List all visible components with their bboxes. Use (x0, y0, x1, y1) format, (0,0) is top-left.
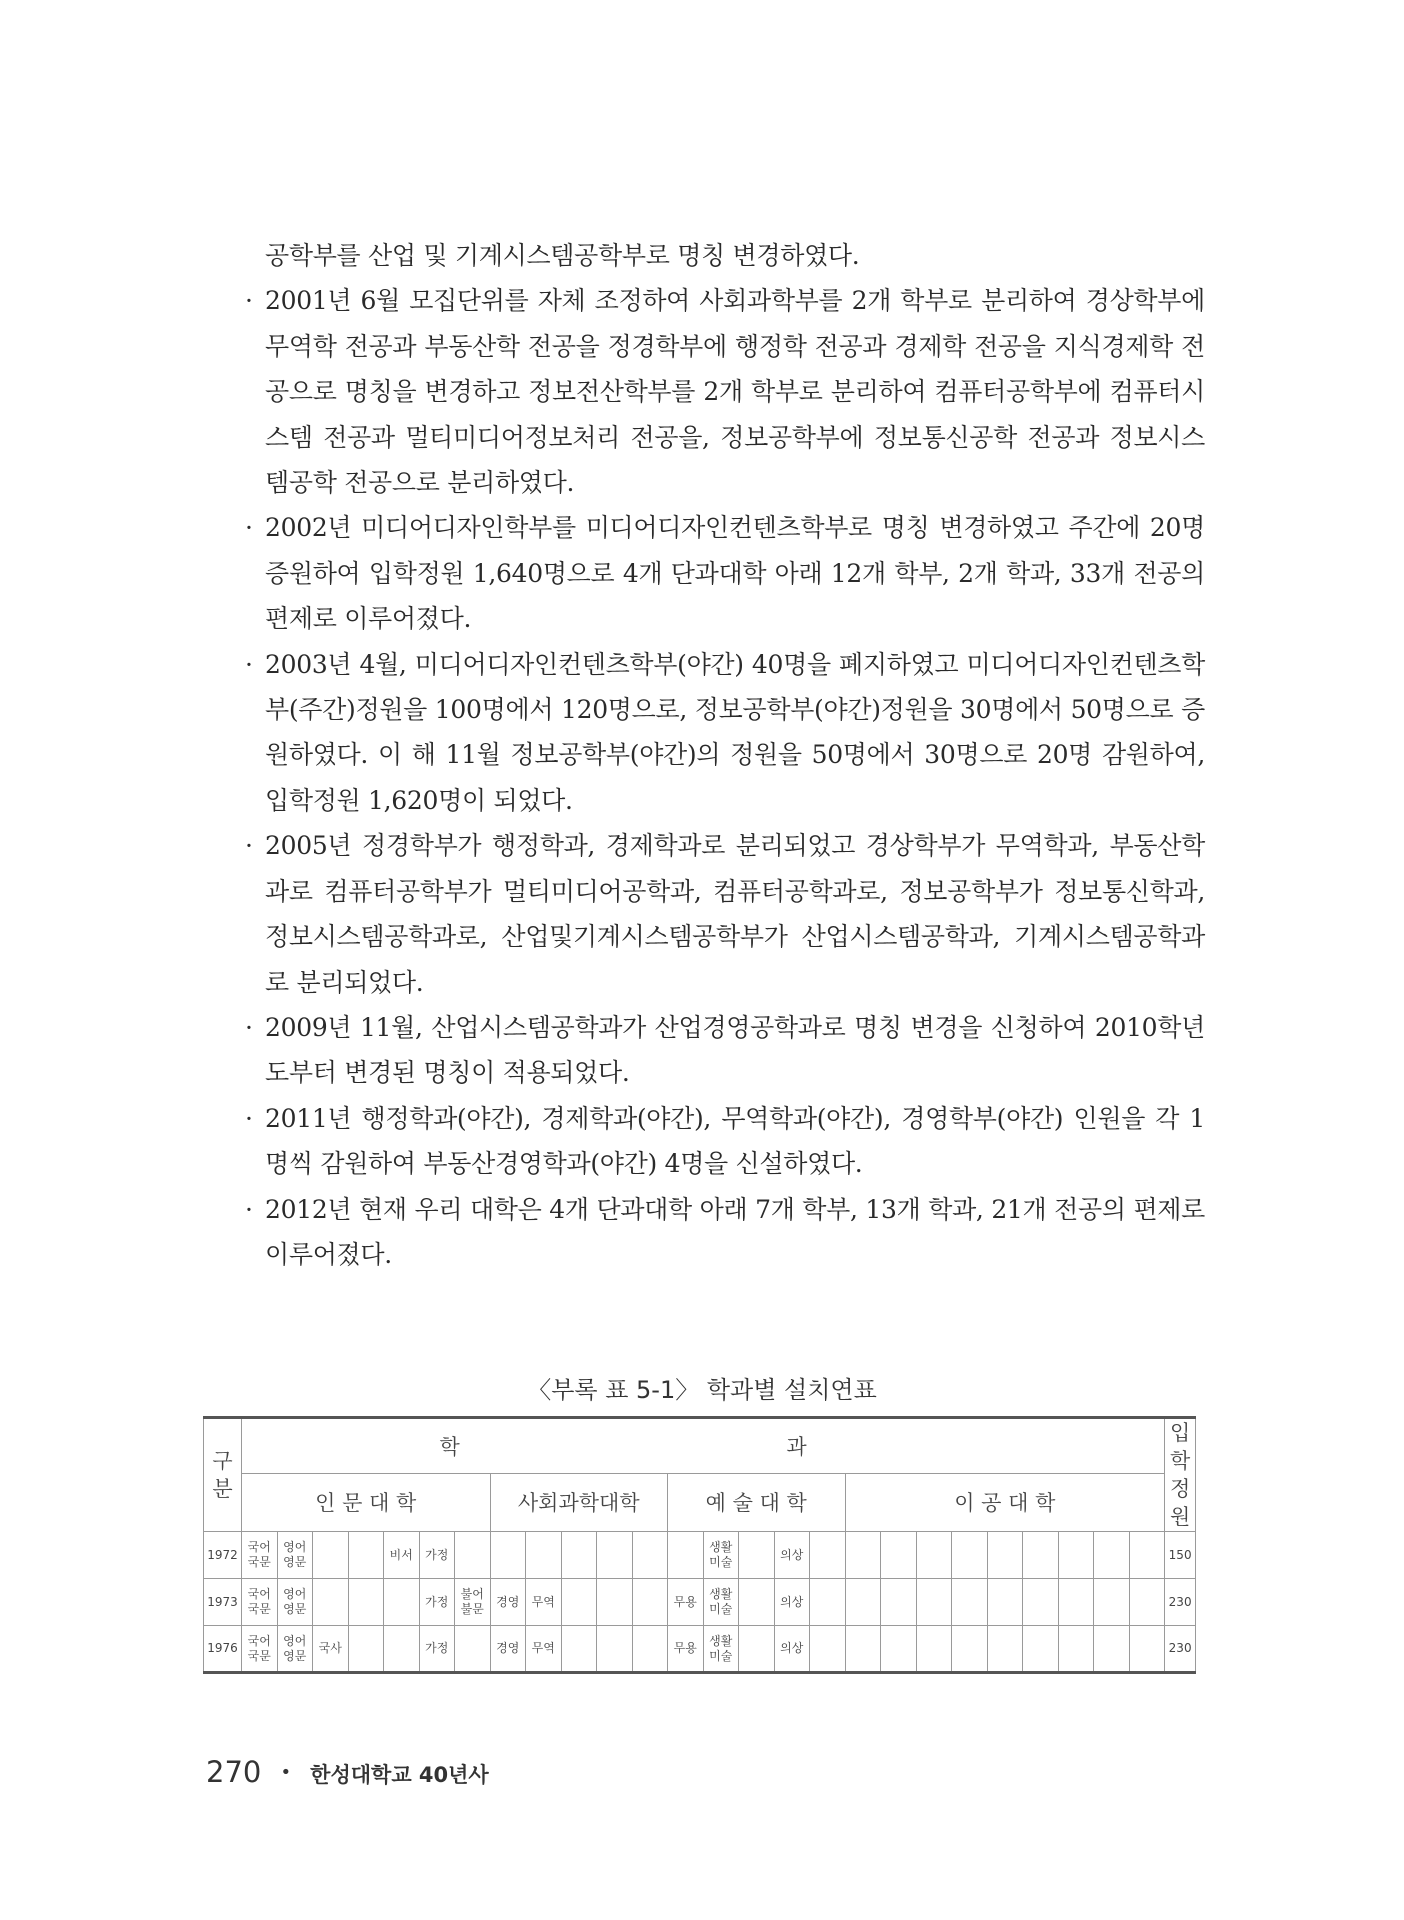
department-cell: 가정 (419, 1532, 455, 1579)
department-cell: 생활 미술 (703, 1626, 739, 1673)
year-cell: 1976 (204, 1626, 242, 1673)
department-cell (1058, 1532, 1094, 1579)
department-cell: 영어 영문 (277, 1579, 313, 1626)
department-cell (1058, 1579, 1094, 1626)
department-cell (845, 1626, 881, 1673)
department-cell: 경영 (490, 1626, 526, 1673)
bullet-item (245, 823, 1205, 1005)
department-cell: 의상 (774, 1579, 810, 1626)
department-cell: 무역 (526, 1626, 562, 1673)
department-cell: 가정 (419, 1579, 455, 1626)
department-cell: 무용 (668, 1626, 704, 1673)
department-cell (881, 1579, 917, 1626)
department-cell: 가정 (419, 1626, 455, 1673)
department-cell (881, 1626, 917, 1673)
department-cell (845, 1532, 881, 1579)
bullet-text: 2009년 11월, 산업시스템공학과가 산업경영공학과로 명칭 변경을 신청하여 2010학년도부터 변경된 명칭이 적용되었다. (265, 1012, 1205, 1088)
department-cell (1129, 1626, 1165, 1673)
bullet-text: 2002년 미디어디자인학부를 미디어디자인컨텐츠학부로 명칭 변경하였고 주간에 20명 증원하여 입학정원 1,640명으로 4개 단과대학 아래 12개 학부, 2개 학과, 33개 전공의 편제로 이루어졌다. (265, 513, 1205, 634)
department-cell (455, 1532, 491, 1579)
table-row (204, 1626, 1196, 1673)
college-arts-header: 예 술 대 학 (668, 1473, 846, 1531)
quota-header: 입학 정원 (1165, 1418, 1196, 1532)
department-cell (845, 1579, 881, 1626)
department-cell: 의상 (774, 1532, 810, 1579)
department-cell (952, 1579, 988, 1626)
department-cell (952, 1626, 988, 1673)
department-cell: 생활 미술 (703, 1532, 739, 1579)
department-cell (987, 1626, 1023, 1673)
department-cell (561, 1579, 597, 1626)
department-cell (739, 1532, 775, 1579)
bullet-list (245, 278, 1205, 1277)
department-cell (881, 1532, 917, 1579)
department-cell (1094, 1579, 1130, 1626)
department-cell (810, 1579, 846, 1626)
book-title: 한성대학교 40년사 (310, 1763, 489, 1787)
department-cell (1023, 1579, 1059, 1626)
bullet-text: 2012년 현재 우리 대학은 4개 단과대학 아래 7개 학부, 13개 학과, 21개 전공의 편제로 이루어졌다. (265, 1194, 1205, 1269)
department-cell (597, 1579, 633, 1626)
department-cell (455, 1626, 491, 1673)
department-cell (1129, 1532, 1165, 1579)
hakgwa-header: 학 과 (242, 1418, 1165, 1474)
footer-separator: • (280, 1762, 292, 1783)
department-cell (916, 1579, 952, 1626)
department-cell (810, 1626, 846, 1673)
department-cell (987, 1579, 1023, 1626)
table-row (204, 1532, 1196, 1579)
department-establishment-table (203, 1416, 1196, 1674)
department-cell (526, 1532, 562, 1579)
year-cell: 1972 (204, 1532, 242, 1579)
bullet-mark: · (245, 286, 253, 316)
quota-cell: 150 (1165, 1532, 1196, 1579)
department-cell (632, 1626, 668, 1673)
department-cell (597, 1532, 633, 1579)
college-social-science-header: 사회과학대학 (490, 1473, 668, 1531)
continued-paragraph: 공학부를 산업 및 기계시스템공학부로 명칭 변경하였다. (265, 241, 860, 270)
department-cell: 무역 (526, 1579, 562, 1626)
department-cell (668, 1532, 704, 1579)
bullet-item (245, 278, 1205, 505)
college-humanities-header: 인 문 대 학 (242, 1473, 491, 1531)
bullet-mark: · (245, 513, 253, 543)
bullet-text: 2001년 6월 모집단위를 자체 조정하여 사회과학부를 2개 학부로 분리하여 경상학부에 무역학 전공과 부동산학 전공을 정경학부에 행정학 전공과 경제학 전공을 지식경제학 전공으로 명칭을 변경하고 정보전산학부를 2개 학부로 분리하여 컴퓨터공학부에 컴퓨터시스템 전공과 멀티미디어정보처리 전공을, 정보공학부에 정보통신공학 전공과 정보시스템공학 전공으로 분리하였다. (265, 286, 1205, 498)
bullet-item (245, 505, 1205, 641)
table-row (204, 1579, 1196, 1626)
department-cell (916, 1626, 952, 1673)
gubun-header: 구 분 (204, 1418, 242, 1532)
department-cell: 비서 (384, 1532, 420, 1579)
department-cell (987, 1532, 1023, 1579)
year-cell: 1973 (204, 1579, 242, 1626)
department-cell (597, 1626, 633, 1673)
bullet-text: 2005년 정경학부가 행정학과, 경제학과로 분리되었고 경상학부가 무역학과, 부동산학과로 컴퓨터공학부가 멀티미디어공학과, 컴퓨터공학과로, 정보공학부가 정보통신학과, 정보시스템공학과로, 산업및기계시스템공학부가 산업시스템공학과, 기계시스템공학과로 분리되었다. (265, 831, 1205, 997)
department-cell: 불어 불문 (455, 1579, 491, 1626)
department-cell (561, 1626, 597, 1673)
college-engineering-header: 이 공 대 학 (845, 1473, 1165, 1531)
department-cell (1023, 1626, 1059, 1673)
department-cell (1129, 1579, 1165, 1626)
bullet-item (245, 1187, 1205, 1278)
department-cell: 경영 (490, 1579, 526, 1626)
department-cell (632, 1579, 668, 1626)
department-cell (561, 1532, 597, 1579)
bullet-mark: · (245, 649, 253, 679)
department-cell: 영어 영문 (277, 1626, 313, 1673)
department-cell (1058, 1626, 1094, 1673)
department-cell: 영어 영문 (277, 1532, 313, 1579)
department-cell (348, 1579, 384, 1626)
department-table (203, 1416, 1195, 1674)
department-cell: 국어 국문 (242, 1532, 278, 1579)
department-cell: 무용 (668, 1579, 704, 1626)
department-cell (739, 1579, 775, 1626)
department-cell (1094, 1626, 1130, 1673)
bullet-mark: · (245, 1194, 253, 1224)
bullet-mark: · (245, 831, 253, 861)
page-footer (206, 1755, 489, 1789)
department-cell (739, 1626, 775, 1673)
department-cell: 의상 (774, 1626, 810, 1673)
department-cell (313, 1532, 349, 1579)
department-cell (1094, 1532, 1130, 1579)
bullet-mark: · (245, 1103, 253, 1133)
department-cell (916, 1532, 952, 1579)
bullet-mark: · (245, 1012, 253, 1042)
bullet-text: 2003년 4월, 미디어디자인컨텐츠학부(야간) 40명을 폐지하였고 미디어디자인컨텐츠학부(주간)정원을 100명에서 120명으로, 정보공학부(야간)정원을 30명에서 50명으로 증원하였다. 이 해 11월 정보공학부(야간)의 정원을 50명에서 30명으로 20명 감원하여, 입학정원 1,620명이 되었다. (265, 649, 1205, 815)
department-cell: 국어 국문 (242, 1579, 278, 1626)
department-cell (313, 1579, 349, 1626)
department-cell (384, 1579, 420, 1626)
bullet-text: 2011년 행정학과(야간), 경제학과(야간), 무역학과(야간), 경영학부(야간) 인원을 각 1명씩 감원하여 부동산경영학과(야간) 4명을 신설하였다. (265, 1103, 1205, 1179)
bullet-item (245, 1096, 1205, 1187)
department-cell (384, 1626, 420, 1673)
department-cell (810, 1532, 846, 1579)
department-cell: 생활 미술 (703, 1579, 739, 1626)
department-cell (632, 1532, 668, 1579)
quota-cell: 230 (1165, 1626, 1196, 1673)
department-cell (952, 1532, 988, 1579)
body-text (245, 233, 1205, 1277)
bullet-item (245, 642, 1205, 824)
department-cell (348, 1532, 384, 1579)
department-cell (348, 1626, 384, 1673)
department-cell: 국어 국문 (242, 1626, 278, 1673)
quota-cell: 230 (1165, 1579, 1196, 1626)
department-cell (1023, 1532, 1059, 1579)
page-number: 270 (206, 1755, 262, 1789)
department-cell (490, 1532, 526, 1579)
bullet-item (245, 1005, 1205, 1096)
table-caption: 〈부록 표 5-1〉 학과별 설치연표 (527, 1376, 877, 1404)
department-cell: 국사 (313, 1626, 349, 1673)
